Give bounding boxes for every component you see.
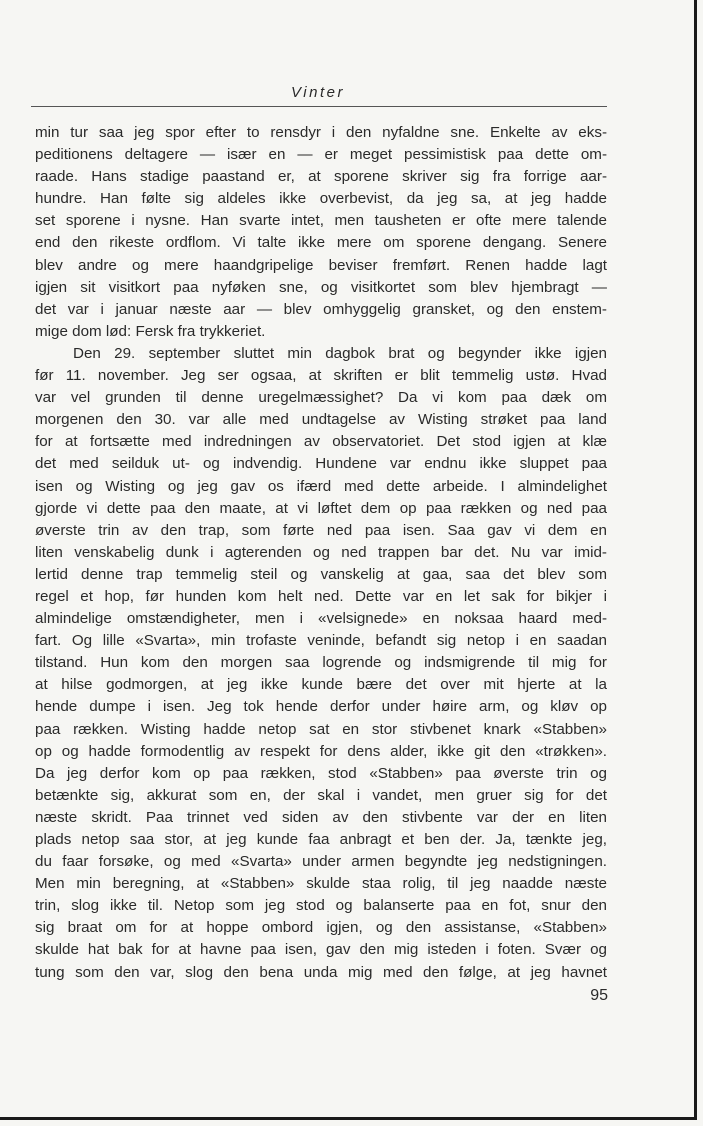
text-line: næste skridt. Paa trinnet ved siden av den stivbente var der en liten (35, 808, 607, 826)
text-line: sig braat om for at hoppe ombord igjen, og den assistanse, «Stabben» (35, 919, 607, 937)
text-line: regel et hop, før hunden kom helt ned. Dette var en let sak for bikjer i (35, 587, 607, 605)
text-line: før 11. november. Jeg ser ogsaa, at skriften er blit temmelig ustø. Hvad (35, 367, 607, 385)
text-line: Men min beregning, at «Stabben» skulde staa rolig, til jeg naadde næste (35, 875, 607, 893)
text-line: paa rækken. Wisting hadde netop sat en stor stivbenet knark «Stabben» (35, 720, 607, 738)
text-line: op og hadde formodentlig av respekt for dens alder, ikke git den «trøkken». (35, 742, 607, 760)
text-line: almindelige omstændigheter, men i «velsignede» en noksaa haard med- (35, 610, 607, 628)
paragraph (35, 343, 607, 984)
text-line: plads netop saa stor, at jeg kunde faa anbragt et ben der. Ja, tænkte jeg, (35, 831, 607, 848)
header-rule (31, 106, 607, 107)
text-line: liten venskabelig dunk i agterenden og ned trappen bar det. Nu var imid- (35, 543, 607, 561)
text-line: Da jeg derfor kom op paa rækken, stod «Stabben» paa øverste trin og (35, 764, 607, 782)
text-line: raade. Hans stadige paastand er, at sporene skriver sig fra forrige aar- (35, 168, 607, 186)
text-line: end den rikeste ordflom. Vi talte ikke mere om sporene dengang. Senere (35, 234, 607, 252)
running-title: Vinter (291, 84, 345, 101)
text-line: det med seilduk ut- og indvendig. Hundene var endnu ikke sluppet paa (35, 455, 607, 473)
text-line: for at fortsætte med indredningen av observatoriet. Det stod igjen at klæ (35, 433, 607, 451)
body-text (35, 122, 607, 984)
text-line: morgenen den 30. var alle med undtagelse av Wisting strøket paa land (35, 411, 607, 429)
text-line: skulde hat bak for at havne paa isen, gav den mig isteden i foten. Svær og (35, 941, 607, 959)
text-line: var vel grunden til denne uregelmæssighet? Da vi kom paa dæk om (35, 389, 607, 407)
text-line: set sporene i nysne. Han svarte intet, men tausheten er ofte mere talende (35, 212, 607, 230)
text-line: mige dom lød: Fersk fra trykkeriet. (35, 322, 266, 340)
text-line: at hilse godmorgen, at jeg ikke kunde bære det over mit hjerte at la (35, 676, 607, 694)
text-line: peditionens deltagere — især en — er meget pessimistisk paa dette om- (35, 146, 607, 164)
text-line: øverste trin av den trap, som førte ned paa isen. Saa gav vi dem en (35, 521, 607, 539)
text-line: min tur saa jeg spor efter to rensdyr i den nyfaldne sne. Enkelte av eks- (35, 124, 607, 141)
text-line: blev andre og mere haandgripelige beviser fremført. Renen hadde lagt (35, 256, 607, 274)
text-line: gjorde vi dette paa den maate, at vi løftet dem op paa rækken og ned paa (35, 499, 607, 517)
text-line: igjen sit visitkort paa nyføken sne, og visitkortet som blev hjembragt — (35, 278, 607, 296)
text-line: det var i januar næste aar — blev omhyggelig gransket, og den enstem- (35, 300, 607, 318)
text-line: lertid denne trap temmelig steil og vanskelig at gaa, saa det blev som (35, 565, 607, 583)
text-line: hende dumpe i isen. Jeg tok hende derfor under høire arm, og kløv op (35, 698, 607, 716)
text-line: Den 29. september sluttet min dagbok brat og begynder ikke igjen (73, 344, 607, 362)
paragraph (35, 122, 607, 343)
page-number: 95 (590, 987, 608, 1004)
text-line: isen og Wisting og jeg gav os ifærd med dette arbeide. I almindelighet (35, 477, 607, 495)
text-line: betænkte sig, akkurat som en, der skal i vandet, men gruer sig for det (35, 786, 607, 804)
text-line: tilstand. Hun kom den morgen saa logrende og indsmigrende til mig for (35, 654, 607, 672)
text-line: fart. Og lille «Svarta», min trofaste veninde, befandt sig netop i en saadan (35, 632, 607, 650)
text-line: du faar forsøke, og med «Svarta» under armen begyndte jeg nedstigningen. (35, 853, 607, 871)
text-line: tung som den var, slog den bena unda mig med den følge, at jeg havnet (35, 963, 607, 981)
text-line: hundre. Han følte sig aldeles ikke overbevist, da jeg sa, at jeg hadde (35, 190, 607, 208)
text-line: trin, slog ikke til. Netop som jeg stod og balanserte paa en fot, snur den (35, 897, 607, 915)
